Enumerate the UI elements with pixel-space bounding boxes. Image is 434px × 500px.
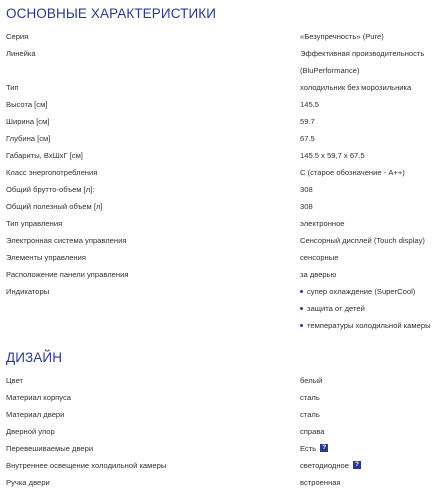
spec-label: Общий брутто-объем [л]: bbox=[6, 185, 95, 194]
help-icon[interactable]: ? bbox=[353, 461, 361, 469]
spec-value: 308 bbox=[300, 185, 313, 194]
spec-value: Сенсорный дисплей (Touch display) bbox=[300, 236, 425, 245]
spec-label: Материал корпуса bbox=[6, 393, 72, 402]
spec-label: Тип управления bbox=[6, 219, 63, 228]
spec-label: Цвет bbox=[6, 376, 24, 385]
spec-label: Класс энергопотребления bbox=[6, 168, 98, 177]
spec-value: C (старое обозначение - A++) bbox=[300, 168, 405, 177]
spec-label: Внутреннее освещение холодильной камеры bbox=[6, 461, 167, 470]
spec-label: Элементы управления bbox=[6, 253, 86, 262]
indicator-bullet: супер охлаждение (SuperCool) bbox=[300, 287, 415, 297]
spec-label: Общий полезный объем [л] bbox=[6, 202, 103, 211]
spec-value: белый bbox=[300, 376, 323, 385]
help-icon[interactable]: ? bbox=[320, 444, 328, 452]
spec-label: Перевешиваемые двери bbox=[6, 444, 94, 453]
spec-value: 59.7 bbox=[300, 117, 315, 126]
spec-value: сталь bbox=[300, 393, 320, 402]
spec-label: Высота [см] bbox=[6, 100, 48, 109]
spec-label: Линейка bbox=[6, 49, 36, 58]
spec-label: Габариты, ВхШхГ [см] bbox=[6, 151, 83, 160]
spec-value: сенсорные bbox=[300, 253, 339, 262]
spec-value: 145.5 x 59,7 x 67.5 bbox=[300, 151, 365, 160]
spec-value: электронное bbox=[300, 219, 345, 228]
spec-value: холодильник без морозильника bbox=[300, 83, 412, 92]
spec-value: (BluPerformance) bbox=[300, 66, 360, 75]
spec-value bbox=[300, 461, 361, 471]
spec-label: Индикаторы bbox=[6, 287, 50, 296]
spec-label: Расположение панели управления bbox=[6, 270, 129, 279]
spec-value: 67.5 bbox=[300, 134, 315, 143]
spec-value: «Безупречность» (Pure) bbox=[300, 32, 384, 41]
section-title-design: ДИЗАЙН bbox=[6, 350, 63, 365]
spec-value-text: светодиодное bbox=[300, 461, 349, 470]
spec-label: Электронная система управления bbox=[6, 236, 127, 245]
spec-label: Ручка двери bbox=[6, 478, 50, 487]
indicator-bullet: температуры холодильной камеры bbox=[300, 321, 431, 331]
indicator-bullet: защита от детей bbox=[300, 304, 365, 314]
spec-label: Тип bbox=[6, 83, 19, 92]
spec-value: за дверью bbox=[300, 270, 337, 279]
spec-value-text: Есть bbox=[300, 444, 317, 453]
spec-label: Материал двери bbox=[6, 410, 65, 419]
spec-value: справа bbox=[300, 427, 325, 436]
spec-value: 145.5 bbox=[300, 100, 320, 109]
spec-value: встроенная bbox=[300, 478, 341, 487]
spec-label: Серия bbox=[6, 32, 29, 41]
spec-value: 308 bbox=[300, 202, 313, 211]
spec-label: Дверной упор bbox=[6, 427, 55, 436]
spec-label: Глубина [см] bbox=[6, 134, 51, 143]
spec-label: Ширина [см] bbox=[6, 117, 50, 126]
section-title-main: ОСНОВНЫЕ ХАРАКТЕРИСТИКИ bbox=[6, 6, 217, 21]
spec-value bbox=[300, 444, 328, 454]
spec-value: сталь bbox=[300, 410, 320, 419]
spec-value: Эффективная производительность bbox=[300, 49, 425, 58]
